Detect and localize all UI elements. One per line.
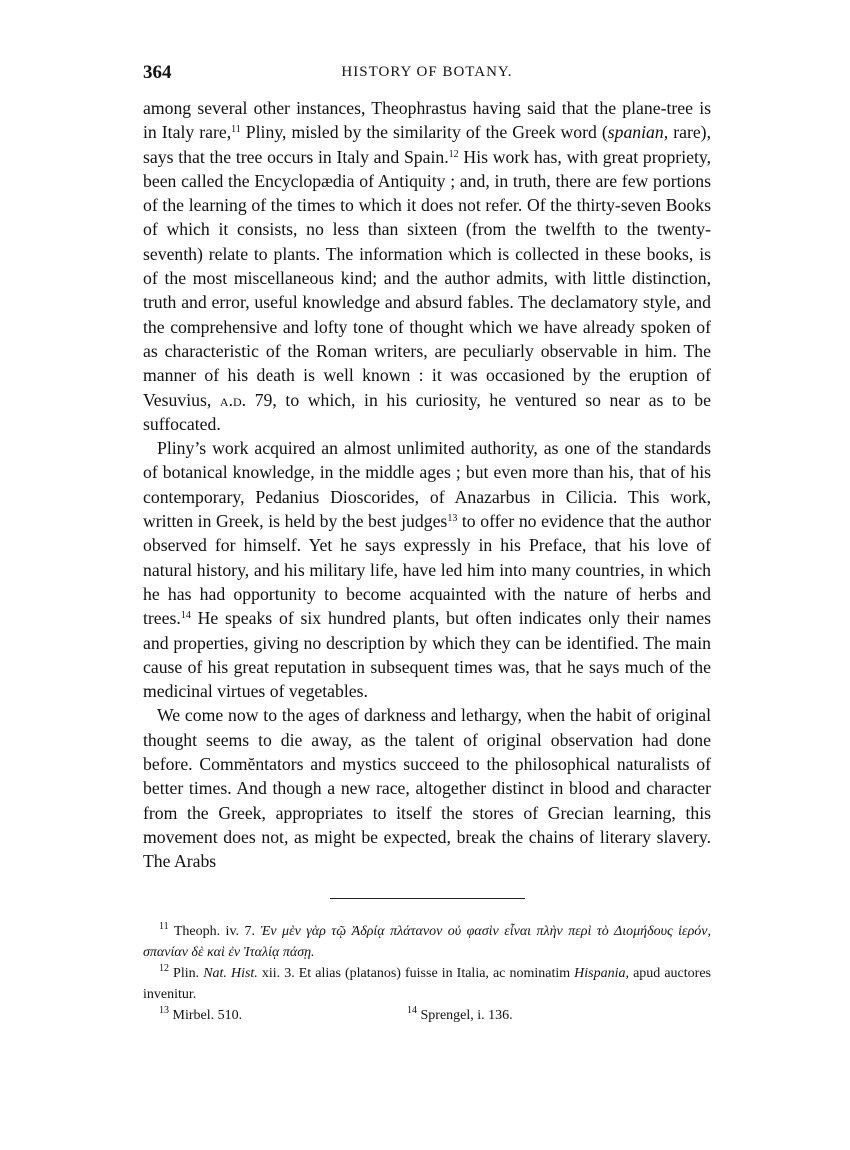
paragraph-1 — [143, 96, 711, 436]
footnote-marker: 11 — [159, 920, 169, 932]
footnotes — [143, 921, 711, 1026]
text-run: to offer no evidence that the author observed for himself. Yet he says expressly in his Preface, that his love of natural history, and his military life, have led him into many countries, in which he has had opportunity to become acquainted with the nature of herbs and trees. — [143, 511, 711, 629]
body-text — [143, 96, 711, 874]
footnote-marker: 14 — [407, 1004, 417, 1016]
paragraph-2 — [143, 436, 711, 703]
footnote-marker: 13 — [159, 1004, 169, 1016]
text-run: Nat. Hist. — [203, 965, 258, 981]
text-run: among several other instances, Theophrastus having said that the plane-tree is in Italy rare, — [143, 98, 711, 143]
text-run: Ἐν μὲν γὰρ τῷ Ἀδρίᾳ πλάτανον οὐ φασὶν εἶναι πλὴν περὶ τὸ Διομήδους ἱερόν, σπανίαν δὲ καὶ ἐν Ἰταλίᾳ πάσῃ. — [143, 923, 711, 960]
text-run: His work has, with great propriety, been called the Encyclopædia of Antiquity ; and, in truth, there are few portions of the learning of the times to which it does not refer. Of the thirty-seven Books of which it consists, no less than sixteen (from the twelfth to the twenty-seventh) relate to plants. The information which is collected in these books, is of the most miscellaneous kind; and the author admits, with little distinction, truth and error, useful knowledge and absurd fables. The declamatory style, and the comprehensive and lofty tone of thought which we have already spoken of as characteristic of the Roman writers, are peculiarly observable in him. The manner of his death is well known : it was occasioned by the eruption of Vesuvius, — [143, 146, 711, 410]
text-run: Pliny’s work acquired an almost unlimited authority, as one of the standards of botanical knowledge, in the middle ages ; but even more than his, that of his contemporary, Pedanius Dioscorides, of Anazarbus in Cilicia. This work, written in Greek, is held by the best judges — [143, 438, 711, 532]
footnote-14 — [407, 1005, 513, 1026]
text-run: Plin. — [169, 965, 204, 981]
paragraph-3 — [143, 703, 711, 873]
text-run: He speaks of six hundred plants, but often indicates only their names and properties, giving no description by which they can be identified. The main cause of his great reputation in subsequent times was, that he says much of the medicinal virtues of vegetables. — [143, 608, 711, 702]
running-title: HISTORY OF BOTANY. — [341, 64, 513, 80]
footnote-divider — [330, 898, 525, 899]
footnote-marker: 12 — [159, 962, 169, 974]
text-run: Hispania, — [574, 965, 630, 981]
text-run: a.d. — [219, 389, 247, 410]
footnote-marker: 14 — [180, 610, 191, 622]
text-run: spanian, — [607, 122, 669, 143]
footnote-12 — [143, 963, 711, 1005]
text-run: 79, to which, in his curiosity, he ventured so near as to be suffocated. — [143, 389, 711, 434]
footnote-marker: 11 — [231, 124, 241, 136]
text-run: apud auctores invenitur. — [143, 965, 711, 1002]
text-run: Mirbel. 510. — [169, 1007, 243, 1023]
footnote-11 — [143, 921, 711, 963]
text-run: We come now to the ages of darkness and lethargy, when the habit of original thought seems to die away, as the talent of original observation had done before. Commĕntators and mystics succeed to the philosophical naturalists of better times. And though a new race, altogether distinct in blood and character from the Greek, appropriates to itself the stores of Grecian learning, this movement does not, as might be expected, break the chains of literary slavery. The Arabs — [143, 705, 711, 872]
footnote-marker: 12 — [448, 148, 459, 160]
footnote-marker: 13 — [447, 513, 458, 525]
footnote-13 — [159, 1005, 407, 1026]
footnote-row-13-14 — [143, 1005, 711, 1026]
text-run: Sprengel, i. 136. — [417, 1007, 513, 1023]
text-run: xii. 3. Et alias (platanos) fuisse in Italia, ac nominatim — [257, 965, 575, 981]
text-run: Pliny, misled by the similarity of the Greek word ( — [240, 122, 608, 143]
book-page — [143, 62, 711, 1026]
text-run: Theoph. iv. 7. — [168, 923, 261, 939]
text-run: rare), says that the tree occurs in Italy and Spain. — [143, 122, 711, 167]
page-number: 364 — [143, 62, 172, 83]
page-header — [143, 62, 711, 88]
